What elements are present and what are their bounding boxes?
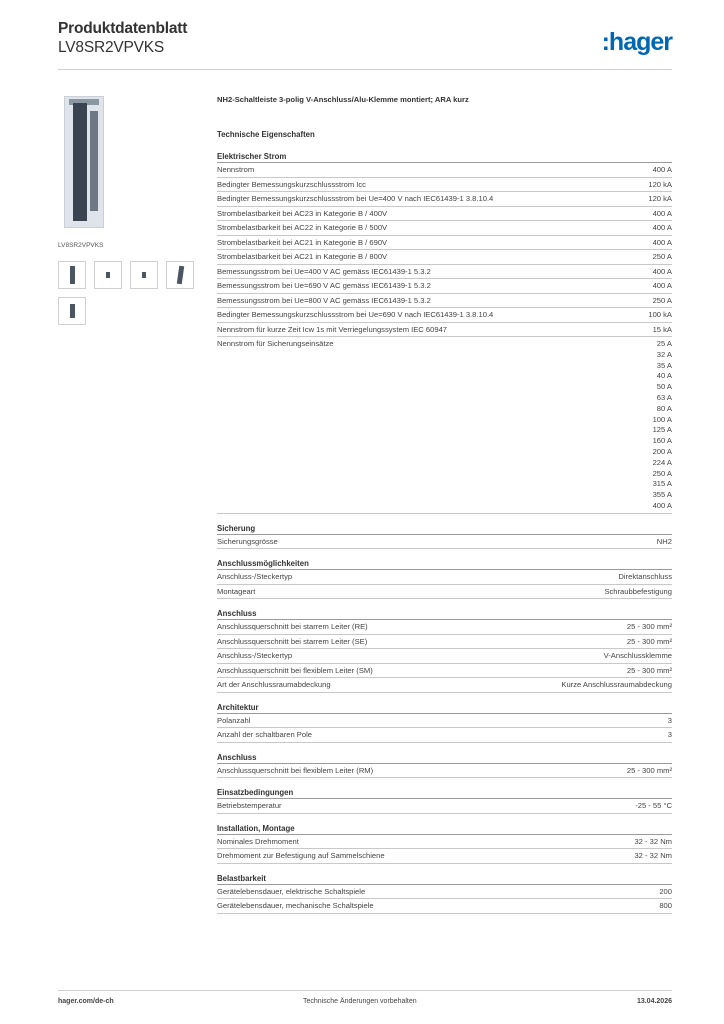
page-header [58,20,672,68]
spec-row [217,236,672,251]
footer-divider [58,990,672,991]
spec-group-title: Anschlussmöglichkeiten [217,559,672,570]
spec-group [217,703,672,743]
spec-row [217,664,672,679]
spec-label: Nominales Drehmoment [217,836,299,846]
spec-group-title: Belastbarkeit [217,874,672,885]
spec-label: Bemessungsstrom bei Ue=400 V AC gemäss IEC61439-1 5.3.2 [217,266,431,276]
spec-row [217,835,672,850]
document-title: Produktdatenblatt [58,20,188,37]
spec-row [217,294,672,309]
spec-row [217,178,672,193]
fuse-rating-value: 80 A [656,403,672,413]
spec-row [217,163,672,178]
thumbnail-image[interactable] [130,261,158,289]
fuse-rating-value: 25 A [656,339,672,348]
spec-group-title: Elektrischer Strom [217,152,672,163]
spec-label: Anzahl der schaltbaren Pole [217,730,312,740]
spec-label: Anschlussquerschnitt bei starrem Leiter (SE) [217,636,368,646]
spec-row [217,207,672,222]
spec-label: Betriebstemperatur [217,801,282,811]
spec-value: 3 [667,715,672,725]
spec-group [217,824,672,864]
spec-value: 120 kA [648,194,672,203]
spec-value: 3 [667,730,672,740]
spec-groups [217,152,672,914]
spec-value: Direktanschluss [618,572,672,582]
spec-row [217,535,672,550]
spec-value: 400 A [652,237,672,247]
spec-value: 25 - 300 mm² [626,636,672,646]
spec-label: Strombelastbarkeit bei AC21 in Kategorie B / 800V [217,252,388,261]
fuse-rating-value: 200 A [652,446,672,456]
spec-group [217,874,672,914]
section-title: Technische Eigenschaften [217,130,315,139]
fuse-rating-value: 100 A [652,414,672,424]
spec-group [217,788,672,814]
spec-group-title: Einsatzbedingungen [217,788,672,799]
footer-note: Technische Änderungen vorbehalten [303,998,417,1005]
fuse-rating-value: 35 A [656,360,672,370]
spec-value: 100 kA [648,310,672,319]
thumbnail-image[interactable] [166,261,194,289]
spec-label: Anschluss-/Steckertyp [217,572,293,582]
product-image [64,96,104,228]
product-description: NH2-Schaltleiste 3-polig V-Anschluss/Alu-Klemme montiert; ARA kurz [217,95,469,104]
spec-group [217,152,672,514]
spec-value: -25 - 55 °C [635,801,672,811]
spec-value: NH2 [656,536,672,546]
spec-group-title: Anschluss [217,753,672,764]
fuse-rating-value: 224 A [652,457,672,467]
spec-row [217,192,672,207]
spec-value: V-Anschlussklemme [603,651,672,661]
fuse-rating-value: 40 A [656,371,672,381]
spec-group [217,524,672,550]
spec-label: Gerätelebensdauer, mechanische Schaltspiele [217,901,374,911]
spec-label: Nennstrom für kurze Zeit Icw 1s mit Verriegelungssystem IEC 60947 [217,324,448,334]
spec-label: Anschluss-/Steckertyp [217,651,293,661]
spec-label: Nennstrom für Sicherungseinsätze [217,339,334,348]
spec-value: 200 [659,886,672,896]
spec-label: Anschlussquerschnitt bei flexiblem Leiter (SM) [217,665,373,675]
spec-row [217,678,672,693]
thumbnail-image[interactable] [58,297,86,325]
spec-label: Bedingter Bemessungskurzschlussstrom bei Ue=690 V nach IEC61439-1 3.8.10.4 [217,310,494,319]
spec-group [217,753,672,779]
spec-row [217,849,672,864]
spec-value: 800 [659,901,672,911]
spec-row [217,714,672,729]
header-divider [58,69,672,70]
spec-row [217,885,672,900]
spec-value: 15 kA [652,324,672,334]
technical-data-column [217,95,672,914]
product-code: LV8SR2VPVKS [58,39,165,56]
spec-value: 400 A [652,208,672,218]
spec-label: Polanzahl [217,715,251,725]
spec-label: Bedingter Bemessungskurzschlussstrom bei Ue=400 V nach IEC61439-1 3.8.10.4 [217,194,494,203]
spec-group-title: Sicherung [217,524,672,535]
spec-row [217,585,672,600]
spec-label: Art der Anschlussraumabdeckung [217,680,331,690]
spec-row [217,265,672,280]
spec-group-title: Architektur [217,703,672,714]
fuse-rating-value: 50 A [656,382,672,392]
hager-logo: :hager [601,28,672,56]
thumbnail-image[interactable] [94,261,122,289]
fuse-rating-value: 315 A [652,479,672,489]
spec-row [217,899,672,914]
fuse-rating-value: 32 A [656,349,672,359]
spec-row [217,250,672,265]
spec-label: Strombelastbarkeit bei AC23 in Kategorie B / 400V [217,208,388,218]
spec-group-title: Anschluss [217,609,672,620]
fuse-rating-value: 63 A [656,392,672,402]
spec-row [217,728,672,743]
spec-label: Strombelastbarkeit bei AC22 in Kategorie B / 500V [217,223,388,232]
spec-group [217,609,672,693]
spec-row [217,635,672,650]
spec-label: Bemessungsstrom bei Ue=800 V AC gemäss IEC61439-1 5.3.2 [217,295,431,305]
spec-value: 32 - 32 Nm [634,836,672,846]
spec-value: 25 - 300 mm² [626,665,672,675]
spec-value: 400 A [652,266,672,276]
spec-row-fuse-ratings [217,337,672,514]
spec-label: Sicherungsgrösse [217,536,278,546]
fuse-rating-value: 125 A [652,425,672,435]
spec-value: 120 kA [648,179,672,189]
spec-value: 400 A [652,165,672,174]
thumbnail-image[interactable] [58,261,86,289]
spec-label: Drehmoment zur Befestigung auf Sammelschiene [217,851,385,861]
spec-row [217,649,672,664]
spec-label: Montageart [217,586,256,596]
spec-value: 250 A [652,295,672,305]
fuse-rating-value: 250 A [652,468,672,478]
spec-label: Anschlussquerschnitt bei flexiblem Leiter (RM) [217,765,374,775]
product-media-column [58,96,208,325]
product-image-caption: LV8SR2VPVKS [58,242,104,249]
spec-value: 25 - 300 mm² [626,622,672,632]
fuse-rating-value: 160 A [652,436,672,446]
spec-label: Anschlussquerschnitt bei starrem Leiter (RE) [217,622,368,632]
spec-group-title: Installation, Montage [217,824,672,835]
spec-label: Gerätelebensdauer, elektrische Schaltspiele [217,886,366,896]
spec-value: 32 - 32 Nm [634,851,672,861]
spec-value: Schraubbefestigung [604,586,672,596]
fuse-rating-value: 400 A [652,500,672,510]
spec-label: Bedingter Bemessungskurzschlussstrom Icc [217,179,366,189]
spec-value: Kurze Anschlussraumabdeckung [561,680,672,690]
spec-label: Bemessungsstrom bei Ue=690 V AC gemäss IEC61439-1 5.3.2 [217,281,431,290]
footer-website[interactable]: hager.com/de-ch [58,998,114,1005]
spec-label: Strombelastbarkeit bei AC21 in Kategorie B / 690V [217,237,388,247]
spec-row [217,279,672,294]
spec-value: 400 A [652,223,672,232]
spec-row [217,221,672,236]
spec-row [217,570,672,585]
spec-row [217,764,672,779]
spec-value: 250 A [652,252,672,261]
spec-row [217,620,672,635]
spec-value: 400 A [652,281,672,290]
footer-date: 13.04.2026 [636,998,672,1005]
spec-row [217,308,672,323]
spec-row [217,799,672,814]
fuse-rating-value: 355 A [652,490,672,500]
thumbnail-gallery [58,261,208,325]
spec-label: Nennstrom [217,165,255,174]
spec-group [217,559,672,599]
spec-value-list [653,339,672,512]
spec-value: 25 - 300 mm² [626,765,672,775]
spec-row [217,323,672,338]
